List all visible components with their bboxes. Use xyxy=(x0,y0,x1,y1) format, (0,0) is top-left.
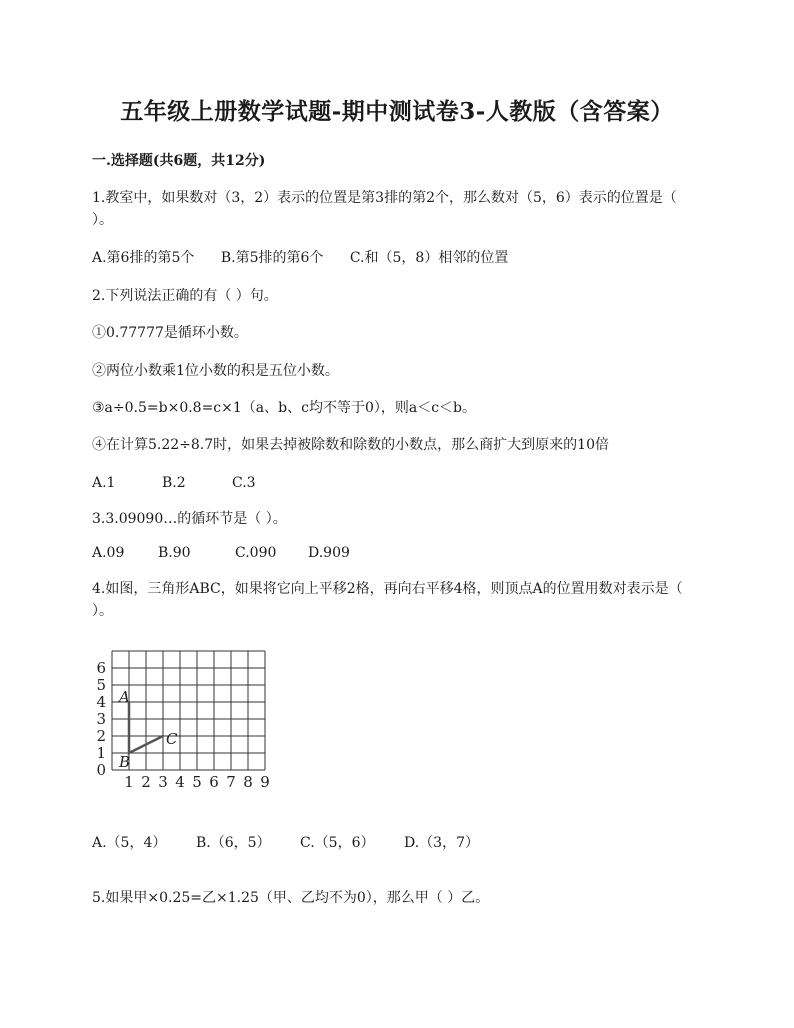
vertex-label-a: A xyxy=(119,688,130,706)
page-title: 五年级上册数学试题-期中测试卷3-人教版（含答案） xyxy=(120,98,674,125)
y-axis-label: 3 xyxy=(96,710,106,728)
x-axis-label: 7 xyxy=(226,773,236,791)
q4-option-d[interactable]: D.（3，7） xyxy=(404,835,479,851)
q2-option-a[interactable]: A.1 xyxy=(92,475,116,491)
q2-option-b[interactable]: B.2 xyxy=(162,475,186,491)
question-4-options xyxy=(92,832,479,854)
q4-option-c[interactable]: C.（5，6） xyxy=(300,835,375,851)
question-1-text: 1.教室中，如果数对（3，2）表示的位置是第3排的第2个，那么数对（5，6）表示的位置是（ ）。 xyxy=(92,190,677,228)
q2-statement-3: ③a÷0.5=b×0.8=c×1（a、b、c均不等于0），则a＜c＜b。 xyxy=(92,400,476,416)
question-1-options xyxy=(92,247,530,269)
x-axis-label: 3 xyxy=(158,773,168,791)
question-3-text: 3.3.09090…的循环节是（ ）。 xyxy=(92,511,287,527)
vertex-label-b: B xyxy=(119,753,131,771)
y-axis-label: 4 xyxy=(96,693,106,711)
q4-option-a[interactable]: A.（5，4） xyxy=(92,835,167,851)
section-heading: 一.选择题(共6题，共12分) xyxy=(92,153,266,169)
q1-option-a[interactable]: A.第6排的第5个 xyxy=(92,250,195,266)
q3-option-c[interactable]: C.090 xyxy=(235,545,277,561)
q2-option-c[interactable]: C.3 xyxy=(232,475,256,491)
y-axis-label: 1 xyxy=(96,744,106,762)
y-axis-label: 2 xyxy=(96,727,106,745)
y-axis-label: 0 xyxy=(96,761,106,779)
x-axis-label: 5 xyxy=(192,773,202,791)
coordinate-grid xyxy=(92,640,292,800)
q3-option-a[interactable]: A.09 xyxy=(92,545,125,561)
x-axis-label: 6 xyxy=(209,773,219,791)
q2-statement-2: ②两位小数乘1位小数的积是五位小数。 xyxy=(92,363,339,379)
question-4-text: 4.如图，三角形ABC，如果将它向上平移2格，再向右平移4格，则顶点A的位置用数对表示是（ ）。 xyxy=(92,581,683,619)
q4-option-b[interactable]: B.（6，5） xyxy=(196,835,271,851)
q2-statement-4: ④在计算5.22÷8.7时，如果去掉被除数和除数的小数点，那么商扩大到原来的10倍 xyxy=(92,437,609,453)
vertex-label-c: C xyxy=(166,730,178,748)
x-axis-label: 4 xyxy=(175,773,185,791)
coordinate-grid-figure xyxy=(92,640,292,804)
x-axis-label: 8 xyxy=(243,773,253,791)
y-axis-label: 5 xyxy=(96,676,106,694)
question-5-text: 5.如果甲×0.25=乙×1.25（甲、乙均不为0），那么甲（ ）乙。 xyxy=(92,890,490,906)
question-3-options xyxy=(92,542,350,564)
x-axis-label: 9 xyxy=(260,773,270,791)
x-axis-label: 2 xyxy=(141,773,151,791)
q2-statement-1: ①0.77777是循环小数。 xyxy=(92,325,248,341)
q1-option-b[interactable]: B.第5排的第6个 xyxy=(220,250,324,266)
y-axis-label: 6 xyxy=(96,659,106,677)
q3-option-b[interactable]: B.90 xyxy=(158,545,191,561)
q1-option-c[interactable]: C.和（5，8）相邻的位置 xyxy=(349,250,509,266)
x-axis-label: 1 xyxy=(124,773,134,791)
question-2-text: 2.下列说法正确的有（ ）句。 xyxy=(92,288,278,304)
question-2-options xyxy=(92,472,256,494)
q3-option-d[interactable]: D.909 xyxy=(308,545,350,561)
